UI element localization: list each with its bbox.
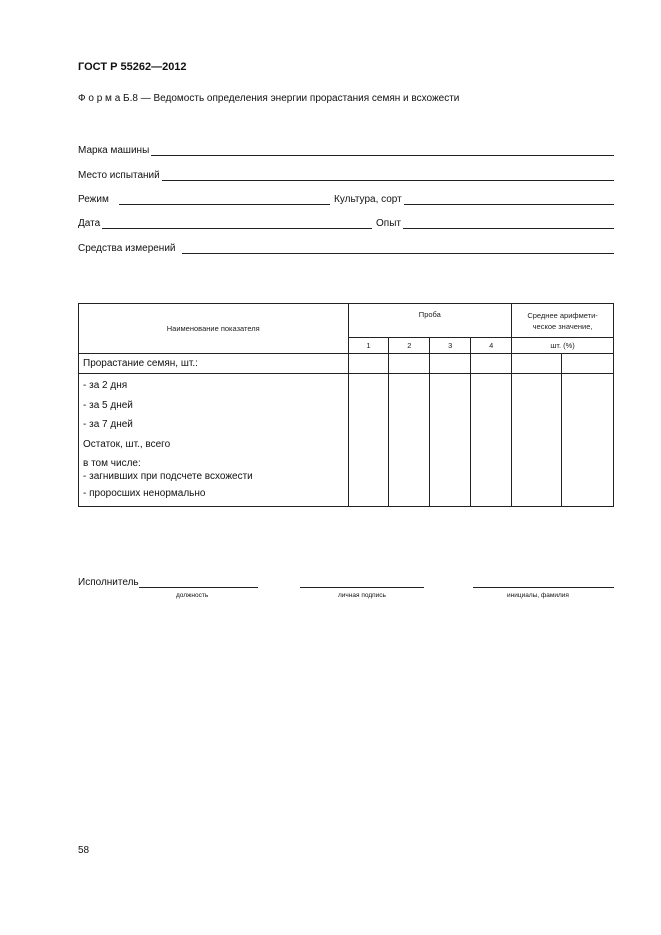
field-label: Место испытаний xyxy=(78,170,160,181)
row-label: - за 5 дней xyxy=(83,399,133,411)
header-average xyxy=(512,304,614,338)
cell[interactable] xyxy=(471,354,512,374)
sample-1: 1 xyxy=(348,338,389,354)
row-label: - за 2 дня xyxy=(83,380,128,391)
name-caption: инициалы, фамилия xyxy=(507,592,569,599)
field-mode[interactable] xyxy=(78,194,330,205)
cell[interactable] xyxy=(348,374,389,507)
row-label: - за 7 дней xyxy=(83,419,133,430)
field-label: Режим xyxy=(78,194,109,205)
sample-3: 3 xyxy=(430,338,471,354)
page-number: 58 xyxy=(78,845,90,856)
cell[interactable] xyxy=(512,354,562,374)
row-label: Прорастание семян, шт.: xyxy=(79,354,349,374)
standard-header: ГОСТ Р 55262—2012 xyxy=(78,61,187,73)
field-crop[interactable] xyxy=(334,194,614,205)
sample-4: 4 xyxy=(471,338,512,354)
signature-line[interactable] xyxy=(300,587,424,588)
average-unit: шт. (%) xyxy=(512,338,614,354)
cell[interactable] xyxy=(430,354,471,374)
row-label: - проросших ненормально xyxy=(83,488,206,499)
field-label: Дата xyxy=(78,218,101,229)
header-name: Наименование показателя xyxy=(79,304,349,354)
cell[interactable] xyxy=(430,374,471,507)
field-label: Культура, сорт xyxy=(334,194,402,205)
cell[interactable] xyxy=(562,374,614,507)
row-labels xyxy=(79,374,349,507)
signature-caption: личная подпись xyxy=(338,592,386,599)
executor-position-field[interactable] xyxy=(78,577,258,588)
cell[interactable] xyxy=(562,354,614,374)
row-label: - загнивших при подсчете всхожести xyxy=(83,471,253,482)
cell[interactable] xyxy=(512,374,562,507)
row-label: в том числе: xyxy=(83,458,141,469)
field-label: Опыт xyxy=(376,218,401,229)
header-sample: Проба xyxy=(348,304,512,338)
header-average-line1: Среднее арифмети- xyxy=(527,310,598,320)
executor-label: Исполнитель xyxy=(78,577,139,588)
header-average-line2: ческое значение, xyxy=(532,321,593,331)
field-label: Средства измерений xyxy=(78,243,176,254)
field-date[interactable] xyxy=(78,218,372,229)
cell[interactable] xyxy=(348,354,389,374)
cell[interactable] xyxy=(389,354,430,374)
position-caption: должность xyxy=(176,592,209,599)
germination-table xyxy=(78,303,614,507)
name-line[interactable] xyxy=(473,587,614,588)
row-label: Остаток, шт., всего xyxy=(83,438,171,450)
table-row xyxy=(79,354,614,374)
cell[interactable] xyxy=(389,374,430,507)
field-label: Марка машины xyxy=(78,145,150,156)
field-instruments[interactable] xyxy=(78,243,614,254)
form-title: Ф о р м а Б.8 — Ведомость определения энергии прорастания семян и всхожести xyxy=(78,93,460,104)
field-place[interactable] xyxy=(78,170,614,181)
field-experiment[interactable] xyxy=(376,218,614,229)
sample-2: 2 xyxy=(389,338,430,354)
field-machine[interactable] xyxy=(78,145,614,156)
cell[interactable] xyxy=(471,374,512,507)
